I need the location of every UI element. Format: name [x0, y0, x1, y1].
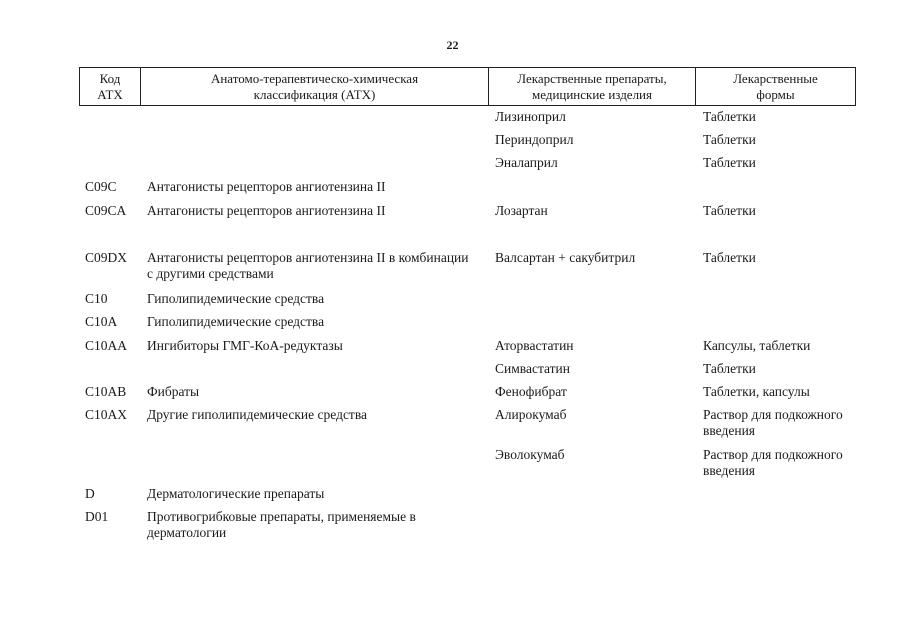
atc-classification: Другие гиполипидемические средства: [147, 407, 368, 422]
atc-classification: Дерматологические препараты: [147, 486, 325, 501]
dosage-form: Раствор для подкожного введения: [703, 407, 843, 438]
drug-name: Лизиноприл: [495, 109, 566, 124]
atc-classification: Гиполипидемические средства: [147, 314, 325, 329]
atc-code: C10: [85, 291, 108, 306]
atc-code: C09C: [85, 179, 117, 194]
dosage-form: Таблетки: [703, 155, 756, 170]
atc-classification: Противогрибковые препараты, применяемые в дерматологии: [147, 509, 416, 540]
header-classification: Анатомо-терапевтическо-химическая классификация (АТХ): [141, 68, 489, 105]
drug-name: Эналаприл: [495, 155, 558, 170]
dosage-form: Капсулы, таблетки: [703, 338, 811, 353]
dosage-form: Таблетки: [703, 203, 756, 218]
header-code: Код АТХ: [80, 68, 141, 105]
atc-code: C09DX: [85, 250, 128, 265]
drug-name: Фенофибрат: [495, 384, 567, 399]
atc-code: C10AX: [85, 407, 128, 422]
atc-classification: Гиполипидемические средства: [147, 291, 325, 306]
drug-name: Алирокумаб: [495, 407, 567, 422]
dosage-form: Таблетки, капсулы: [703, 384, 810, 399]
atc-code: C10AB: [85, 384, 127, 399]
dosage-form: Таблетки: [703, 361, 756, 376]
header-forms: Лекарственные формы: [733, 70, 818, 102]
table-header: [79, 67, 856, 106]
page-number: 22: [446, 38, 459, 52]
atc-code: C10A: [85, 314, 118, 329]
drug-name: Эволокумаб: [495, 447, 565, 462]
atc-classification: Фибраты: [147, 384, 200, 399]
drug-name: Симвастатин: [495, 361, 571, 376]
dosage-form: Таблетки: [703, 109, 756, 124]
drug-name: Аторвастатин: [495, 338, 574, 353]
atc-code: D01: [85, 509, 109, 524]
atc-code: C09CA: [85, 203, 127, 218]
header-drugs: Лекарственные препараты, медицинские изделия: [489, 68, 696, 105]
atc-code: C10AA: [85, 338, 128, 353]
dosage-form: Таблетки: [703, 132, 756, 147]
dosage-form: Таблетки: [703, 250, 756, 265]
drug-name: Валсартан + сакубитрил: [495, 250, 636, 265]
atc-classification: Ингибиторы ГМГ-КоА-редуктазы: [147, 338, 343, 353]
atc-classification: Антагонисты рецепторов ангиотензина II: [147, 203, 386, 218]
atc-classification: Антагонисты рецепторов ангиотензина II: [147, 179, 386, 194]
drug-name: Лозартан: [495, 203, 548, 218]
dosage-form: Раствор для подкожного введения: [703, 447, 843, 478]
atc-code: D: [85, 486, 95, 501]
atc-classification: Антагонисты рецепторов ангиотензина II в комбинации с другими средствами: [147, 250, 469, 281]
drug-name: Периндоприл: [495, 132, 574, 147]
